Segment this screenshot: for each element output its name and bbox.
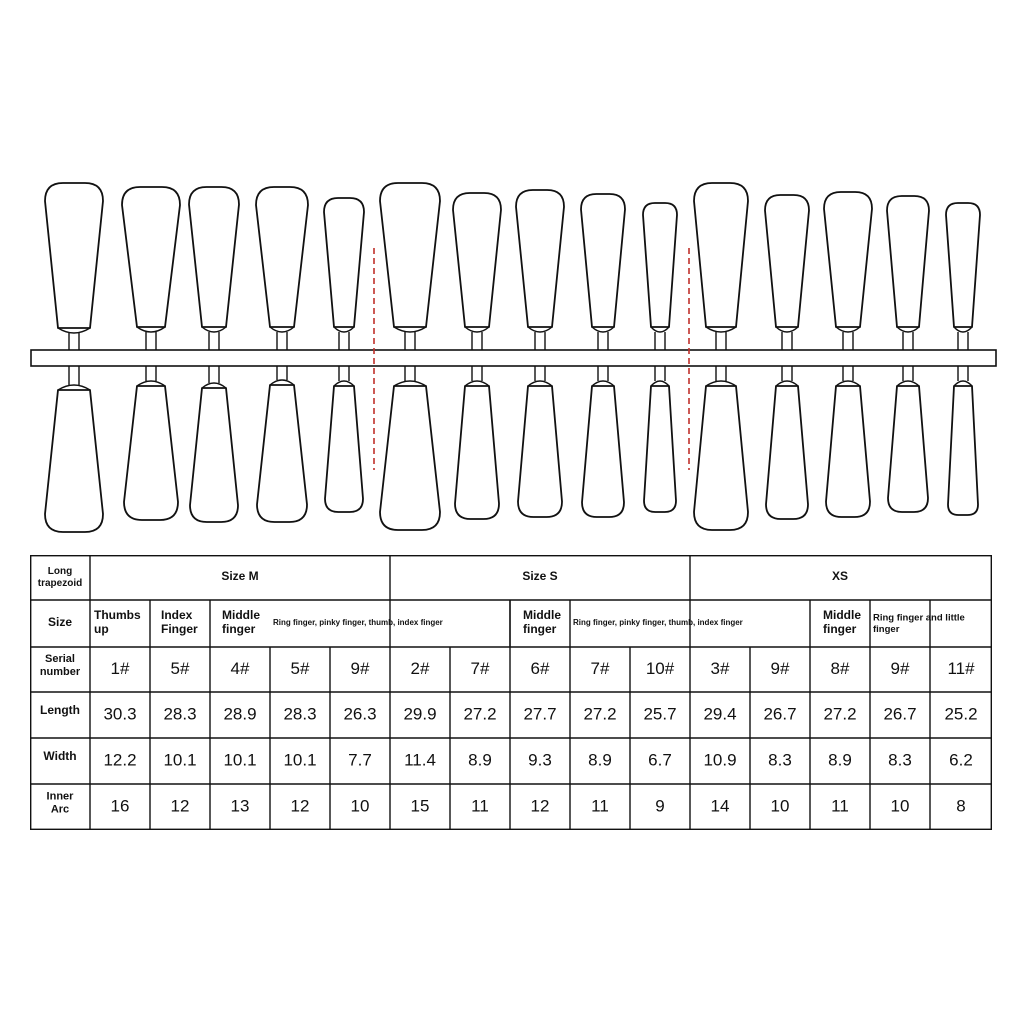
cell-r2-c2: 28.3 [163,704,197,724]
cell-r3-c12: 8.3 [768,750,792,770]
cell-r2-c1: 30.3 [103,704,137,724]
cell-r4-c14: 10 [890,796,910,816]
size-chart-table [30,555,992,830]
nail-tip-top-7 [453,193,501,350]
cell-r4-c3: 13 [230,796,250,816]
cell-r4-c10: 9 [655,796,665,816]
cell-r4-c6: 15 [410,796,430,816]
size-cell-1: Thumbs up [94,608,141,637]
cell-r3-c8: 9.3 [528,750,552,770]
cell-r3-c9: 8.9 [588,750,612,770]
nail-tip-bottom-3 [190,366,238,522]
row-label-2: Length [40,703,80,718]
nail-tip-bottom-10 [644,366,676,512]
nail-tip-top-3 [189,187,239,350]
cell-r3-c10: 6.7 [648,750,672,770]
cell-r3-c5: 7.7 [348,750,372,770]
cell-r1-c12: 9# [770,658,790,678]
cell-r3-c2: 10.1 [163,750,197,770]
cell-r4-c12: 10 [770,796,790,816]
cell-r2-c11: 29.4 [703,704,737,724]
runner-bar [31,350,996,366]
cell-r3-c4: 10.1 [283,750,317,770]
cell-r4-c9: 11 [591,796,609,816]
nail-tip-bottom-8 [518,366,562,517]
group-header-2: Size S [522,569,558,584]
size-cell-2: Index Finger [161,608,198,637]
cell-r1-c6: 2# [410,658,430,678]
cell-r3-c13: 8.9 [828,750,852,770]
nail-tip-bottom-13 [826,366,870,517]
nail-tip-top-2 [122,187,180,350]
size-cell-4: Ring finger, pinky finger, thumb, index finger [273,618,443,628]
size-cell-3: Middle finger [222,608,260,637]
nail-tip-bottom-4 [257,366,307,522]
cell-r1-c8: 6# [530,658,550,678]
cell-r4-c4: 12 [290,796,310,816]
cell-r1-c1: 1# [110,658,130,678]
nail-tip-top-13 [824,192,872,350]
cell-r3-c3: 10.1 [223,750,257,770]
cell-r1-c3: 4# [230,658,250,678]
cell-r4-c7: 11 [471,796,489,816]
cell-r2-c3: 28.9 [223,704,257,724]
nail-tip-bottom-9 [582,366,624,517]
cell-r3-c11: 10.9 [703,750,737,770]
cell-r4-c13: 11 [831,796,849,816]
cell-r1-c5: 9# [350,658,370,678]
nail-tip-bottom-15 [948,366,978,515]
row-label-4: Inner Arc [46,790,74,816]
size-cell-5: Middle finger [523,608,561,637]
cell-r3-c15: 6.2 [949,750,973,770]
nail-tip-top-4 [256,187,308,350]
cell-r4-c11: 14 [710,796,730,816]
cell-r4-c15: 8 [956,796,966,816]
cell-r2-c5: 26.3 [343,704,377,724]
nail-tip-bottom-1 [45,366,103,532]
size-cell-8: Ring finger and little finger [873,611,965,635]
nail-tip-bottom-7 [455,366,499,519]
nail-tip-bottom-12 [766,366,808,519]
cell-r4-c8: 12 [530,796,550,816]
nail-tip-bottom-5 [325,366,363,512]
row-label-3: Width [43,749,77,764]
group-header-1: Size M [221,569,259,584]
cell-r1-c7: 7# [470,658,490,678]
nail-tip-top-9 [581,194,625,350]
cell-r1-c2: 5# [170,658,190,678]
size-cell-6: Ring finger, pinky finger, thumb, index finger [573,618,743,628]
nail-tip-top-1 [45,183,103,350]
nail-tip-bottom-11 [694,366,748,530]
row-label-1: Serial number [39,652,81,678]
size-cell-7: Middle finger [823,608,861,637]
nail-tip-bottom-6 [380,366,440,530]
nail-tip-top-14 [887,196,929,350]
cell-r2-c13: 27.2 [823,704,857,724]
nail-tip-top-10 [643,203,677,350]
cell-r1-c13: 8# [830,658,850,678]
cell-r1-c9: 7# [590,658,610,678]
cell-r3-c6: 11.4 [404,750,436,770]
cell-r1-c14: 9# [890,658,910,678]
cell-r1-c11: 3# [710,658,730,678]
corner-label: Long trapezoid [37,565,83,589]
cell-r2-c4: 28.3 [283,704,317,724]
cell-r1-c15: 11# [947,658,975,678]
cell-r2-c6: 29.9 [403,704,437,724]
cell-r2-c12: 26.7 [763,704,797,724]
cell-r2-c9: 27.2 [583,704,617,724]
cell-r1-c4: 5# [290,658,310,678]
cell-r1-c10: 10# [645,658,675,678]
cell-r4-c1: 16 [110,796,130,816]
cell-r2-c15: 25.2 [944,704,978,724]
nail-tip-top-15 [946,203,980,350]
nail-tip-bottom-14 [888,366,928,512]
nail-tip-top-6 [380,183,440,350]
cell-r2-c10: 25.7 [643,704,677,724]
cell-r4-c2: 12 [170,796,190,816]
nail-tip-top-8 [516,190,564,350]
group-header-3: XS [831,569,849,584]
nail-tip-top-12 [765,195,809,350]
row-label-size: Size [47,615,73,630]
cell-r2-c14: 26.7 [883,704,917,724]
cell-r4-c5: 10 [350,796,370,816]
nail-tip-top-5 [324,198,364,350]
nail-tip-top-11 [694,183,748,350]
cell-r3-c7: 8.9 [468,750,492,770]
cell-r3-c14: 8.3 [888,750,912,770]
cell-r2-c7: 27.2 [463,704,497,724]
cell-r2-c8: 27.7 [523,704,557,724]
cell-r3-c1: 12.2 [103,750,137,770]
nail-tip-bottom-2 [124,366,178,520]
